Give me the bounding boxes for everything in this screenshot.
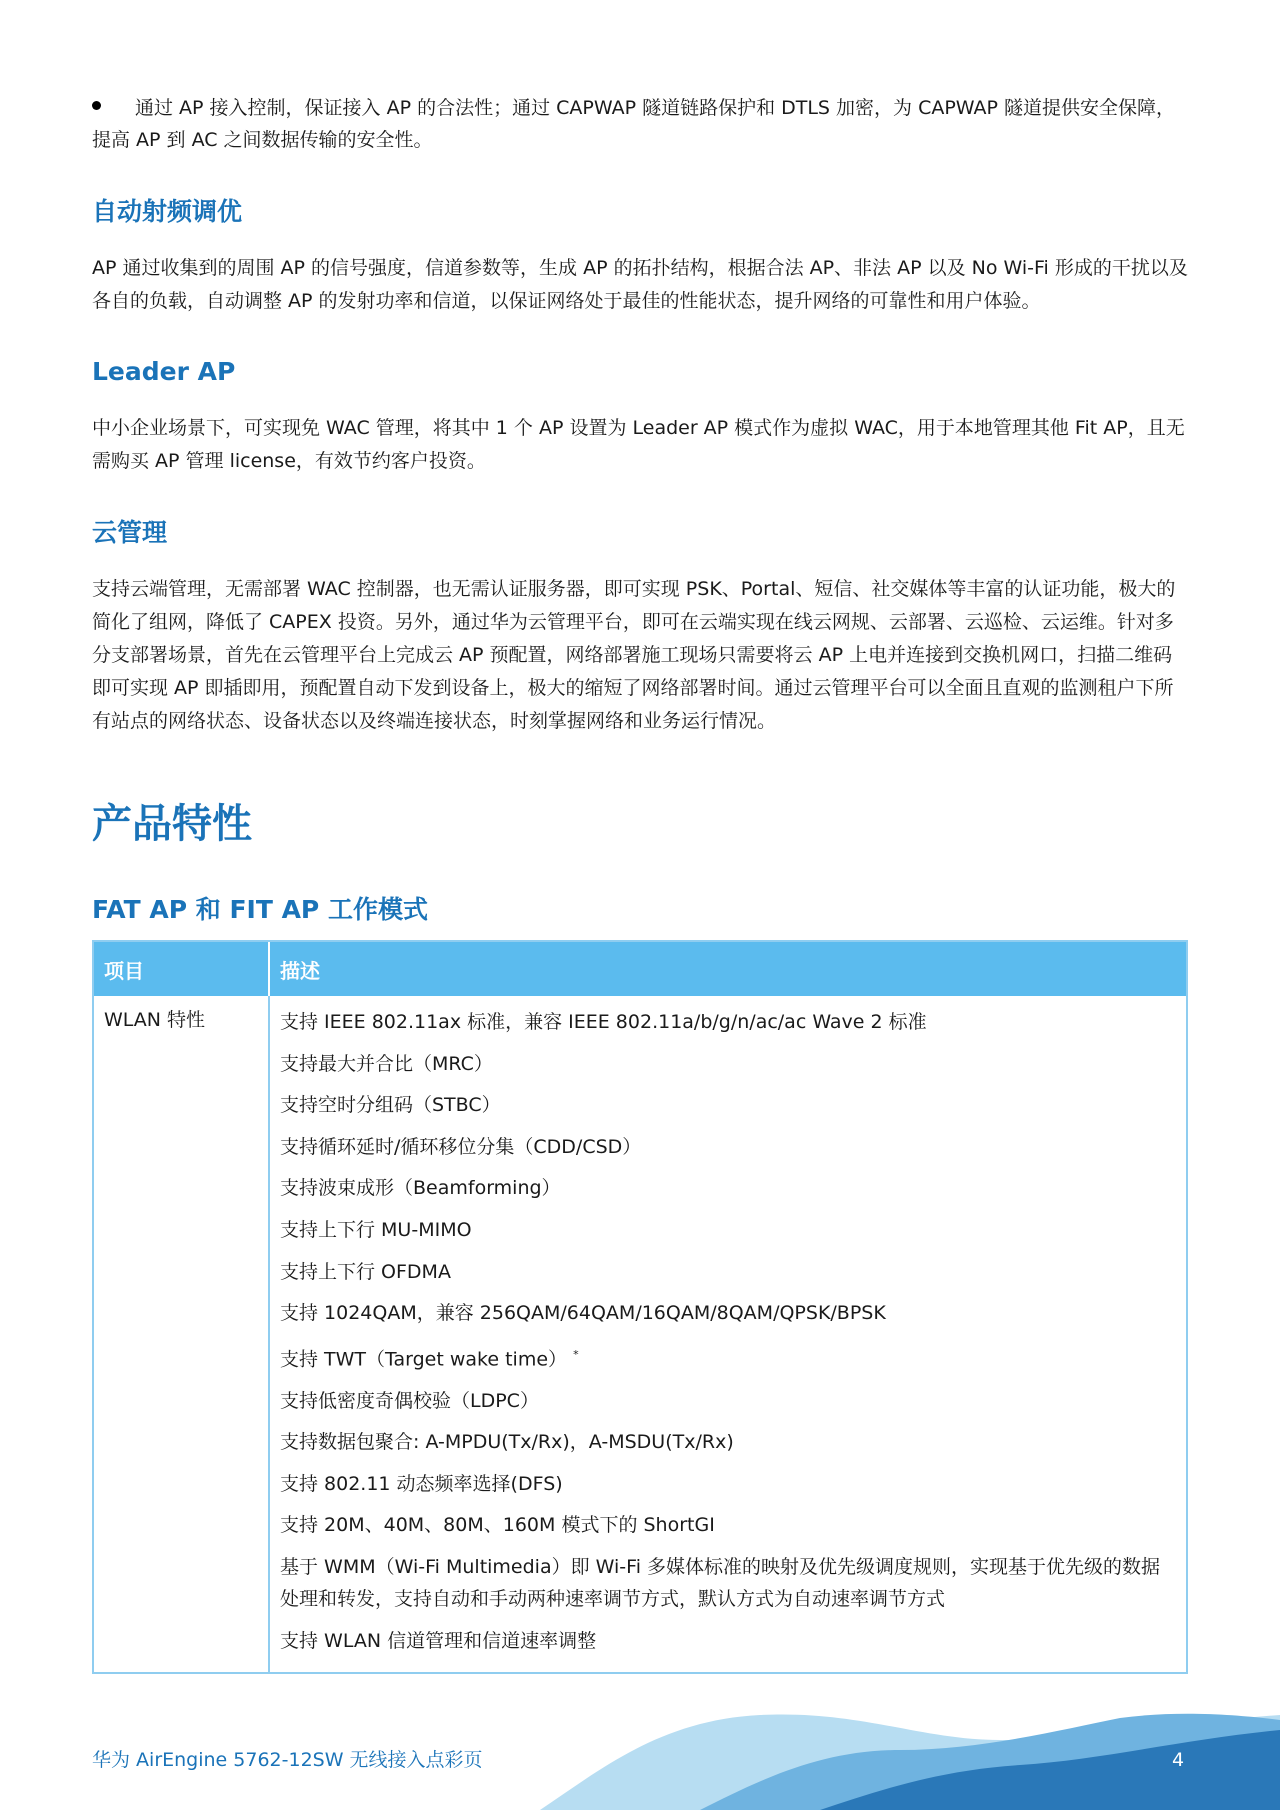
page-number: 4	[1172, 1749, 1185, 1771]
feature-item: 支持循环延时/循环移位分集（CDD/CSD）	[280, 1135, 642, 1158]
section-text-leader-ap: 中小企业场景下，可实现免 WAC 管理，将其中 1 个 AP 设置为 Leader AP 模式作为虚拟 WAC，用于本地管理其他 Fit AP，且无需购买 AP 管理 license，有效节约客户投资。	[92, 417, 1185, 472]
section-heading-rf: 自动射频调优	[92, 197, 243, 226]
feature-item: 支持低密度奇偶校验（LDPC）	[280, 1389, 539, 1412]
bullet-dot-icon	[92, 101, 101, 110]
feature-item: 支持数据包聚合: A-MPDU(Tx/Rx)，A-MSDU(Tx/Rx)	[280, 1431, 734, 1454]
feature-item: 支持最大并合比（MRC）	[280, 1052, 493, 1075]
feature-table	[92, 940, 1188, 1674]
table-row	[94, 996, 1186, 1672]
bullet-text: 通过 AP 接入控制，保证接入 AP 的合法性；通过 CAPWAP 隧道链路保护和 DTLS 加密，为 CAPWAP 隧道提供安全保障，提高 AP 到 AC 之间数据传输的安全性。	[92, 97, 1176, 151]
feature-item: 支持 20M、40M、80M、160M 模式下的 ShortGI	[280, 1514, 715, 1537]
section-text-cloud: 支持云端管理，无需部署 WAC 控制器，也无需认证服务器，即可实现 PSK、Portal、短信、社交媒体等丰富的认证功能，极大的简化了组网，降低了 CAPEX 投资。另外，通过华为云管理平台，即可在云端实现在线云网规、云部署、云巡检、云运维。针对多分支部署场景，首先在云管理平台上完成云 AP 预配置，网络部署施工现场只需要将云 AP 上电并连接到交换机网口，扫描二维码即可实现 AP 即插即用，预配置自动下发到设备上，极大的缩短了网络部署时间。通过云管理平台可以全面且直观的监测租户下所有站点的网络状态、设备状态以及终端连接状态，时刻掌握网络和业务运行情况。	[92, 578, 1176, 732]
bullet-paragraph	[92, 92, 1188, 156]
feature-item: 支持空时分组码（STBC）	[280, 1094, 501, 1117]
table-header	[94, 942, 1186, 996]
feature-item: 支持上下行 OFDMA	[280, 1260, 451, 1283]
footer-title: 华为 AirEngine 5762-12SW 无线接入点彩页	[92, 1749, 483, 1771]
features-cell	[270, 996, 1186, 1672]
feature-item: 支持 IEEE 802.11ax 标准，兼容 IEEE 802.11a/b/g/n/ac/ac Wave 2 标准	[280, 1011, 927, 1033]
feature-item: 支持 WLAN 信道管理和信道速率调整	[280, 1629, 597, 1652]
feature-item: 支持 1024QAM，兼容 256QAM/64QAM/16QAM/8QAM/QPSK/BPSK	[280, 1302, 886, 1325]
table-title: FAT AP 和 FIT AP 工作模式	[92, 895, 428, 924]
feature-item: 支持 802.11 动态频率选择(DFS)	[280, 1472, 563, 1495]
footnote-mark: *	[573, 1347, 579, 1361]
feature-item: 基于 WMM（Wi-Fi Multimedia）即 Wi-Fi 多媒体标准的映射及优先级调度规则，实现基于优先级的数据处理和转发，支持自动和手动两种速率调节方式，默认方式为自动速率调节方式	[280, 1556, 1161, 1611]
feature-item: 支持波束成形（Beamforming）	[280, 1177, 561, 1200]
page-title: 产品特性	[92, 801, 252, 847]
feature-item	[280, 1339, 1166, 1375]
section-heading-cloud: 云管理	[92, 518, 168, 547]
feature-item: 支持上下行 MU-MIMO	[280, 1218, 472, 1241]
category-cell: WLAN 特性	[94, 996, 270, 1672]
section-heading-leader-ap: Leader AP	[92, 357, 236, 386]
feature-twt-text: 支持 TWT（Target wake time）	[280, 1348, 568, 1371]
header-description: 描述	[280, 958, 320, 983]
header-item: 项目	[94, 942, 270, 996]
section-text-rf: AP 通过收集到的周围 AP 的信号强度，信道参数等，生成 AP 的拓扑结构，根据合法 AP、非法 AP 以及 No Wi-Fi 形成的干扰以及各自的负载，自动调整 AP 的发射功率和信道，以保证网络处于最佳的性能状态，提升网络的可靠性和用户体验。	[92, 257, 1188, 312]
